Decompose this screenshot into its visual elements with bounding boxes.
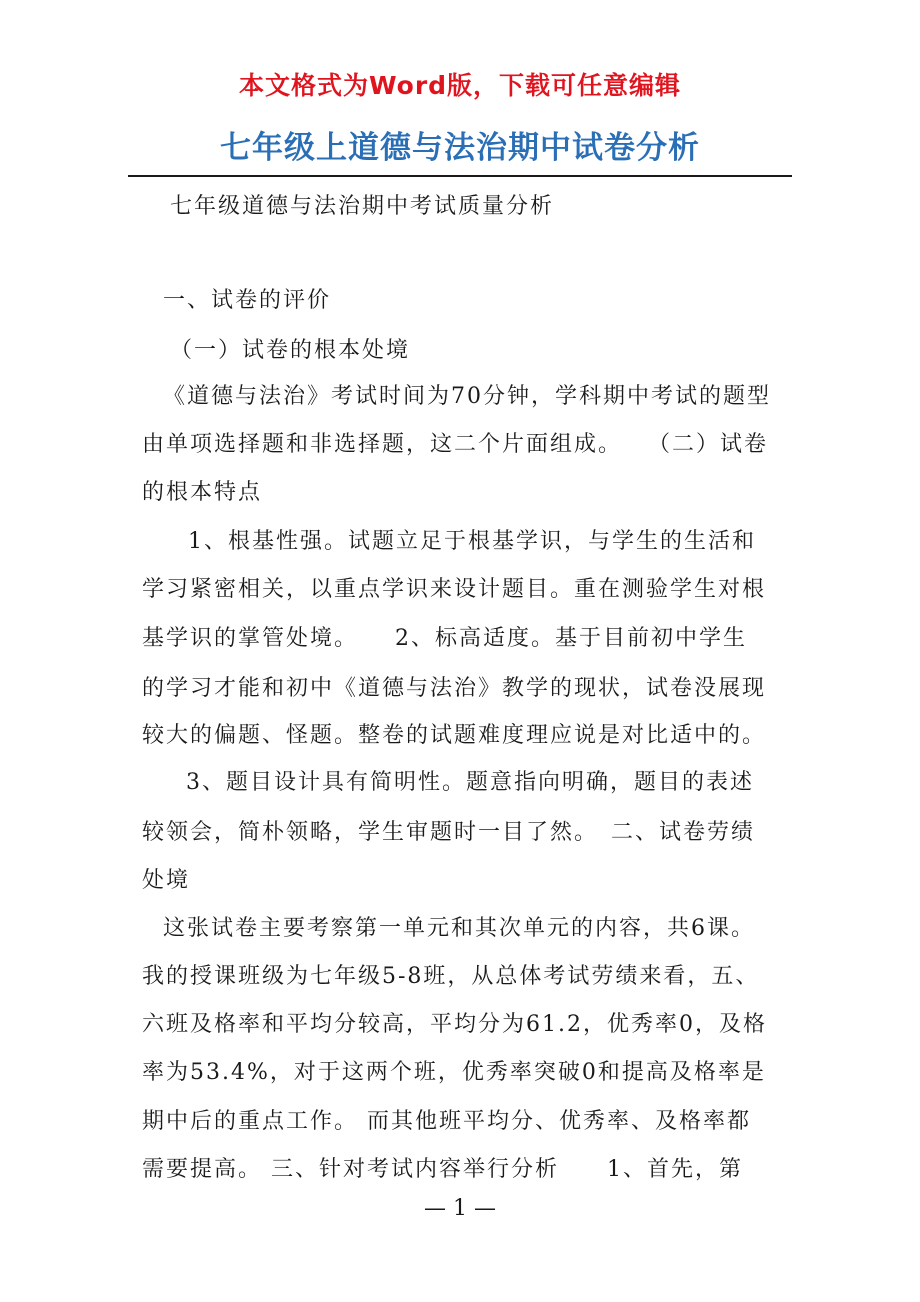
title-divider [128,175,792,177]
body-line: 学习紧密相关，以重点学识来设计题目。重在测验学生对根 [142,577,767,602]
body-line: 1、根基性强。试题立足于根基学识，与学生的生活和 [188,529,756,554]
body-line: 率为53.4%，对于这两个班，优秀率突破0和提高及格率是 [142,1060,766,1085]
document-title: 七年级上道德与法治期中试卷分析 [220,130,700,166]
editable-banner: 本文格式为Word版，下载可任意编辑 [238,71,682,100]
subsection-heading: （一）试卷的根本处境 [170,338,411,363]
subtitle-line: 七年级道德与法治期中考试质量分析 [170,194,555,219]
body-line: 六班及格率和平均分较高，平均分为61.2，优秀率0，及格 [142,1012,767,1037]
body-line: 基学识的掌管处境。 2、标高适度。基于目前初中学生 [142,626,747,651]
body-line: 需要提高。 三、针对考试内容举行分析 1、首先，第 [142,1157,743,1182]
body-line: 的根本特点 [142,480,263,505]
page-number: — 1 — [424,1196,496,1221]
body-line: 这张试卷主要考察第一单元和其次单元的内容，共6课。 [163,916,755,941]
body-line: 由单项选择题和非选择题，这二个片面组成。 （二）试卷 [142,432,769,457]
body-line: 3、题目设计具有简明性。题意指向明确，题目的表述 [186,770,754,795]
body-line: 较领会，简朴领略，学生审题时一目了然。 二、试卷劳绩 [142,820,756,845]
body-line: 较大的偏题、怪题。整卷的试题难度理应说是对比适中的。 [142,723,767,748]
section-heading: 一、试卷的评价 [163,288,332,313]
body-line: 我的授课班级为七年级5-8班，从总体考试劳绩来看，五、 [142,964,760,989]
body-line: 《道德与法治》考试时间为70分钟，学科期中考试的题型 [163,384,771,409]
body-line: 处境 [142,868,191,893]
body-line: 的学习才能和初中《道德与法治》教学的现状，试卷没展现 [142,676,767,701]
body-line: 期中后的重点工作。 而其他班平均分、优秀率、及格率都 [142,1109,751,1134]
